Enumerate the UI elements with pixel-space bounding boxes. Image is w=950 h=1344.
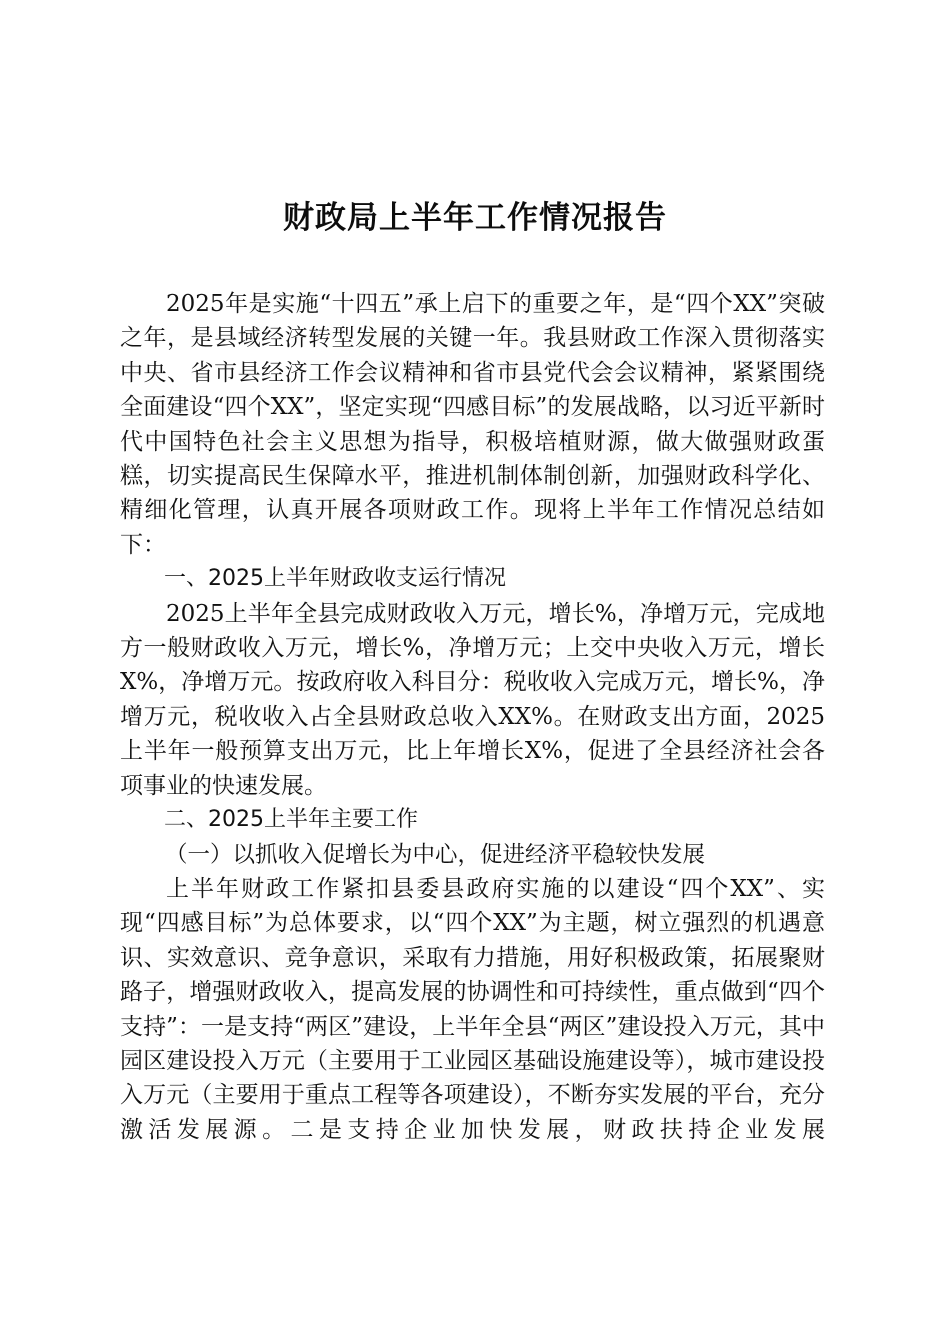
document-body bbox=[120, 287, 825, 1147]
subheading-revenue-growth: （一）以抓收入促增长为中心，促进经济平稳较快发展 bbox=[165, 841, 706, 868]
document-title: 财政局上半年工作情况报告 bbox=[283, 200, 667, 236]
paragraph-intro: 2025年是实施“十四五”承上启下的重要之年，是“四个XX”突破之年，是县域经济转型发展的关键一年。我县财政工作深入贯彻落实中央、省市县经济工作会议精神和省市县党代会会议精神，紧紧围绕全面建设“四个XX”，坚定实现“四感目标”的发展战略，以习近平新时代中国特色社会主义思想为指导，积极培植财源，做大做强财政蛋糕，切实提高民生保障水平，推进机制体制创新，加强财政科学化、精细化管理，认真开展各项财政工作。现将上半年工作情况总结如下： bbox=[120, 291, 825, 558]
heading-revenue-expenditure: 一、2025上半年财政收支运行情况 bbox=[164, 566, 506, 592]
paragraph-revenue-expenditure: 2025上半年全县完成财政收入万元，增长%，净增万元，完成地方一般财政收入万元，增长%，净增万元；上交中央收入万元，增长X%，净增万元。按政府收入科目分：税收收入完成万元，增长%，净增万元，税收收入占全县财政总收入XX%。在财政支出方面，2025上半年一般预算支出万元，比上年增长X%，促进了全县经济社会各项事业的快速发展。 bbox=[120, 600, 825, 799]
heading-main-work: 二、2025上半年主要工作 bbox=[164, 807, 418, 833]
paragraph-revenue-growth: 上半年财政工作紧扣县委县政府实施的以建设“四个XX”、实现“四感目标”为总体要求，以“四个XX”为主题，树立强烈的机遇意识、实效意识、竞争意识，采取有力措施，用好积极政策，拓展聚财路子，增强财政收入，提高发展的协调性和可持续性，重点做到“四个支持”：一是支持“两区”建设，上半年全县“两区”建设投入万元，其中园区建设投入万元（主要用于工业园区基础设施建设等），城市建设投入万元（主要用于重点工程等各项建设），不断夯实发展的平台，充分激活发展源。二是支持企业加快发展，财政扶持企业发展 bbox=[120, 875, 825, 1143]
